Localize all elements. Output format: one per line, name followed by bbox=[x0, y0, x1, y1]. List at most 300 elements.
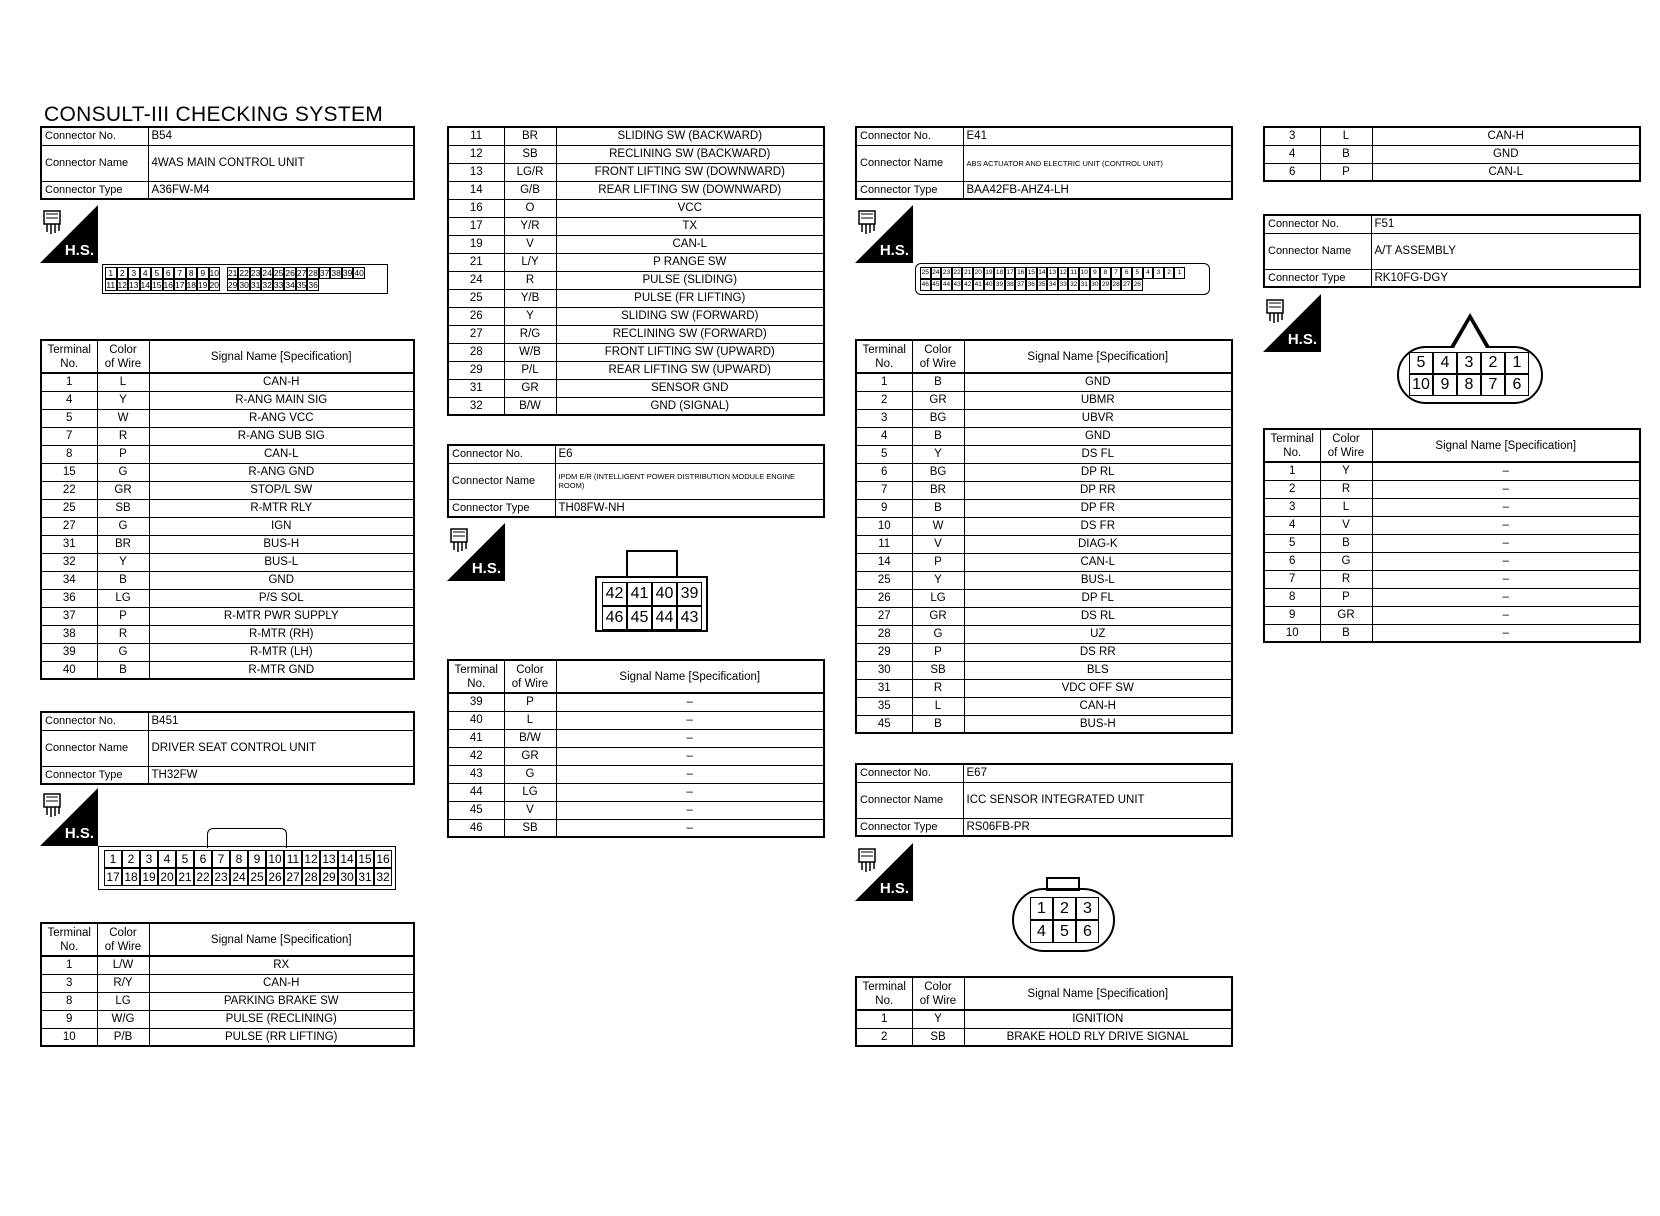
table-row bbox=[856, 499, 1232, 517]
terminal-no-cell: 7 bbox=[1264, 570, 1320, 588]
connector-pin: 9 bbox=[248, 850, 266, 868]
terminal-no-cell: 11 bbox=[448, 127, 504, 145]
terminal-no-cell: 31 bbox=[448, 379, 504, 397]
table-row bbox=[448, 747, 824, 765]
connector-no-value: E41 bbox=[963, 127, 1232, 145]
table-row bbox=[448, 397, 824, 415]
connector-pin: 36 bbox=[1026, 279, 1037, 291]
connector-pin: 25 bbox=[248, 868, 266, 886]
signal-name-cell: GND bbox=[964, 373, 1232, 391]
signal-name-cell: BRAKE HOLD RLY DRIVE SIGNAL bbox=[964, 1028, 1232, 1046]
connector-pin: 44 bbox=[941, 279, 952, 291]
connector-pin: 21 bbox=[227, 268, 238, 278]
connector-no-label: Connector No. bbox=[1264, 215, 1371, 233]
table-row bbox=[448, 271, 824, 289]
connector-pin: 36 bbox=[308, 280, 318, 290]
hs-label: H.S. bbox=[879, 880, 909, 897]
connector-pin: 9 bbox=[1090, 267, 1101, 279]
connector-name-label: Connector Name bbox=[856, 145, 963, 181]
connector-pin: 4 bbox=[1433, 352, 1457, 374]
wire-color-cell: LG bbox=[912, 589, 964, 607]
signal-table bbox=[447, 659, 825, 838]
wire-color-cell: L bbox=[1320, 127, 1372, 145]
signal-table bbox=[855, 976, 1233, 1047]
signal-name-cell: PARKING BRAKE SW bbox=[149, 992, 414, 1010]
connector-pin: 43 bbox=[952, 279, 963, 291]
signal-name-cell: DP RL bbox=[964, 463, 1232, 481]
connector-key bbox=[207, 828, 287, 848]
color-of-wire-header: Color of Wire bbox=[912, 340, 964, 373]
connector-pin: 35 bbox=[296, 280, 307, 290]
terminal-no-cell: 35 bbox=[856, 697, 912, 715]
table-row bbox=[41, 1028, 414, 1046]
color-of-wire-header: Color of Wire bbox=[504, 660, 556, 693]
connector-pin: 26 bbox=[285, 268, 295, 278]
connector-pin: 33 bbox=[273, 280, 284, 290]
connector-outline bbox=[102, 264, 388, 294]
table-row bbox=[41, 661, 414, 679]
wire-color-cell: P/L bbox=[504, 361, 556, 379]
terminal-no-cell: 6 bbox=[856, 463, 912, 481]
connector-pin: 43 bbox=[677, 606, 702, 630]
connector-no-label: Connector No. bbox=[856, 127, 963, 145]
table-row bbox=[856, 643, 1232, 661]
table-row bbox=[1264, 516, 1640, 534]
table-row bbox=[856, 391, 1232, 409]
table-row bbox=[856, 445, 1232, 463]
wire-color-cell: GR bbox=[912, 391, 964, 409]
connector-pin: 44 bbox=[652, 606, 677, 630]
connector-name-label: Connector Name bbox=[856, 782, 963, 818]
connector-pin: 3 bbox=[1076, 897, 1099, 920]
connector-no-value: B451 bbox=[148, 712, 414, 730]
wire-color-cell: P bbox=[912, 643, 964, 661]
terminal-no-cell: 14 bbox=[856, 553, 912, 571]
terminal-no-cell: 27 bbox=[448, 325, 504, 343]
terminal-no-cell: 31 bbox=[41, 535, 97, 553]
signal-name-cell: – bbox=[556, 747, 824, 765]
connector-pin: 2 bbox=[1053, 897, 1076, 920]
terminal-no-cell: 25 bbox=[41, 499, 97, 517]
terminal-no-cell: 38 bbox=[41, 625, 97, 643]
connector-pin: 26 bbox=[266, 868, 284, 886]
wire-color-cell: SB bbox=[912, 661, 964, 679]
terminal-no-cell: 37 bbox=[41, 607, 97, 625]
connector-pin: 30 bbox=[338, 868, 356, 886]
terminal-no-cell: 16 bbox=[448, 199, 504, 217]
terminal-no-cell: 5 bbox=[856, 445, 912, 463]
connector-pin: 1 bbox=[104, 850, 122, 868]
connector-pin: 34 bbox=[1047, 279, 1058, 291]
terminal-no-cell: 8 bbox=[41, 992, 97, 1010]
table-row bbox=[448, 235, 824, 253]
connector-pin: 12 bbox=[1058, 267, 1069, 279]
connector-pin: 1 bbox=[1030, 897, 1053, 920]
terminal-no-cell: 36 bbox=[41, 589, 97, 607]
signal-name-cell: CAN-L bbox=[556, 235, 824, 253]
wire-color-cell: P/B bbox=[97, 1028, 149, 1046]
wire-color-cell: B bbox=[912, 427, 964, 445]
connector-no-label: Connector No. bbox=[448, 445, 555, 463]
connector-info-table bbox=[40, 126, 415, 200]
table-row bbox=[41, 499, 414, 517]
connector-pin: 39 bbox=[342, 268, 353, 278]
connector-pin: 27 bbox=[296, 268, 307, 278]
connector-pin: 9 bbox=[1433, 374, 1457, 396]
signal-name-cell: – bbox=[1372, 552, 1640, 570]
terminal-no-cell: 4 bbox=[856, 427, 912, 445]
terminal-no-cell: 30 bbox=[856, 661, 912, 679]
signal-name-cell: – bbox=[556, 765, 824, 783]
terminal-no-cell: 29 bbox=[856, 643, 912, 661]
signal-name-cell: BUS-L bbox=[964, 571, 1232, 589]
connector-name-value: ABS ACTUATOR AND ELECTRIC UNIT (CONTROL UNIT) bbox=[963, 145, 1232, 181]
table-row bbox=[1264, 127, 1640, 145]
hs-label: H.S. bbox=[879, 242, 909, 259]
table-row bbox=[856, 1010, 1232, 1028]
table-row bbox=[1264, 480, 1640, 498]
connector-key-inner bbox=[1454, 320, 1486, 348]
wire-color-cell: O bbox=[504, 199, 556, 217]
connector-name-value: ICC SENSOR INTEGRATED UNIT bbox=[963, 782, 1232, 818]
connector-pin: 16 bbox=[163, 280, 173, 290]
connector-type-value: TH32FW bbox=[148, 766, 414, 784]
table-row bbox=[41, 1010, 414, 1028]
wire-color-cell: R bbox=[504, 271, 556, 289]
connector-pin: 33 bbox=[1058, 279, 1069, 291]
connector-pin: 32 bbox=[262, 280, 272, 290]
signal-name-cell: BUS-H bbox=[149, 535, 414, 553]
table-row bbox=[41, 553, 414, 571]
table-row bbox=[41, 535, 414, 553]
wire-color-cell: R bbox=[97, 625, 149, 643]
connector-pin: 15 bbox=[152, 280, 162, 290]
wire-color-cell: SB bbox=[504, 819, 556, 837]
table-row bbox=[448, 217, 824, 235]
connector-pin: 3 bbox=[128, 267, 140, 279]
signal-name-cell: – bbox=[556, 783, 824, 801]
wire-color-cell: LG bbox=[97, 992, 149, 1010]
connector-pin: 6 bbox=[1505, 374, 1529, 396]
signal-name-cell: REAR LIFTING SW (UPWARD) bbox=[556, 361, 824, 379]
connector-name-value: 4WAS MAIN CONTROL UNIT bbox=[148, 145, 414, 181]
connector-pin: 17 bbox=[175, 280, 185, 290]
connector-pin: 10 bbox=[266, 850, 284, 868]
wire-color-cell: Y/R bbox=[504, 217, 556, 235]
connector-pin: 17 bbox=[104, 868, 122, 886]
terminal-no-cell: 10 bbox=[856, 517, 912, 535]
connector-type-value: A36FW-M4 bbox=[148, 181, 414, 199]
signal-name-cell: DS FR bbox=[964, 517, 1232, 535]
table-row bbox=[448, 343, 824, 361]
signal-name-cell: R-MTR PWR SUPPLY bbox=[149, 607, 414, 625]
signal-name-cell: STOP/L SW bbox=[149, 481, 414, 499]
wire-color-cell: P bbox=[912, 553, 964, 571]
terminal-no-cell: 39 bbox=[41, 643, 97, 661]
hs-label: H.S. bbox=[471, 560, 501, 577]
terminal-no-cell: 13 bbox=[448, 163, 504, 181]
connector-pin: 5 bbox=[1409, 352, 1433, 374]
signal-name-cell: CAN-H bbox=[149, 974, 414, 992]
table-row bbox=[448, 199, 824, 217]
table-row bbox=[41, 992, 414, 1010]
connector-pin: 18 bbox=[122, 868, 140, 886]
terminal-no-cell: 32 bbox=[41, 553, 97, 571]
connector-pin: 11 bbox=[106, 280, 116, 290]
connector-pin: 31 bbox=[250, 280, 261, 290]
table-row bbox=[1264, 145, 1640, 163]
connector-pin: 3 bbox=[1153, 267, 1164, 279]
connector-pin: 1 bbox=[1174, 267, 1185, 279]
connector-pin: 22 bbox=[194, 868, 212, 886]
table-row bbox=[41, 373, 414, 391]
terminal-no-cell: 39 bbox=[448, 693, 504, 711]
connector-type-value: TH08FW-NH bbox=[555, 499, 824, 517]
table-row bbox=[41, 481, 414, 499]
terminal-no-cell: 9 bbox=[1264, 606, 1320, 624]
connector-pin: 12 bbox=[302, 850, 320, 868]
terminal-no-header: Terminal No. bbox=[1264, 429, 1320, 462]
terminal-no-cell: 9 bbox=[41, 1010, 97, 1028]
signal-name-cell: PULSE (SLIDING) bbox=[556, 271, 824, 289]
terminal-no-cell: 34 bbox=[41, 571, 97, 589]
table-row bbox=[448, 819, 824, 837]
connector-pin: 4 bbox=[158, 850, 176, 868]
table-row bbox=[1264, 163, 1640, 181]
connector-pin: 41 bbox=[973, 279, 984, 291]
signal-name-cell: – bbox=[1372, 606, 1640, 624]
wire-color-cell: BG bbox=[912, 463, 964, 481]
table-row bbox=[856, 553, 1232, 571]
signal-name-cell: – bbox=[1372, 588, 1640, 606]
terminal-no-cell: 27 bbox=[41, 517, 97, 535]
connector-pin: 27 bbox=[1121, 279, 1132, 291]
page-title: CONSULT-III CHECKING SYSTEM bbox=[44, 103, 384, 126]
signal-name-header: Signal Name [Specification] bbox=[149, 923, 414, 956]
signal-name-cell: – bbox=[556, 711, 824, 729]
terminal-no-cell: 27 bbox=[856, 607, 912, 625]
terminal-no-cell: 24 bbox=[448, 271, 504, 289]
signal-name-cell: – bbox=[1372, 480, 1640, 498]
table-row bbox=[856, 427, 1232, 445]
wire-color-cell: GR bbox=[504, 747, 556, 765]
signal-name-cell: R-MTR RLY bbox=[149, 499, 414, 517]
connector-pin: 3 bbox=[140, 850, 158, 868]
signal-name-cell: FRONT LIFTING SW (UPWARD) bbox=[556, 343, 824, 361]
connector-pin: 45 bbox=[627, 606, 652, 630]
connector-type-value: RK10FG-DGY bbox=[1371, 269, 1640, 287]
connector-pin: 2 bbox=[1481, 352, 1505, 374]
terminal-no-cell: 15 bbox=[41, 463, 97, 481]
signal-name-cell: – bbox=[1372, 570, 1640, 588]
signal-name-cell: REAR LIFTING SW (DOWNWARD) bbox=[556, 181, 824, 199]
connector-type-label: Connector Type bbox=[448, 499, 555, 517]
connector-pin: 29 bbox=[227, 280, 238, 290]
connector-pin: 31 bbox=[1079, 279, 1090, 291]
wire-color-cell: Y bbox=[97, 391, 149, 409]
terminal-no-cell: 3 bbox=[41, 974, 97, 992]
connector-key bbox=[626, 550, 678, 576]
terminal-no-cell: 9 bbox=[856, 499, 912, 517]
signal-name-cell: DP RR bbox=[964, 481, 1232, 499]
table-row bbox=[41, 607, 414, 625]
connector-pin: 31 bbox=[356, 868, 374, 886]
table-row bbox=[856, 409, 1232, 427]
wire-color-cell: SB bbox=[97, 499, 149, 517]
wire-color-cell: W/G bbox=[97, 1010, 149, 1028]
connector-type-label: Connector Type bbox=[856, 181, 963, 199]
signal-name-header: Signal Name [Specification] bbox=[556, 660, 824, 693]
signal-name-cell: VCC bbox=[556, 199, 824, 217]
wire-color-cell: P bbox=[1320, 163, 1372, 181]
signal-name-cell: FRONT LIFTING SW (DOWNWARD) bbox=[556, 163, 824, 181]
connector-pin: 45 bbox=[931, 279, 942, 291]
connector-pin: 41 bbox=[627, 582, 652, 606]
table-row bbox=[448, 307, 824, 325]
wire-color-cell: L bbox=[1320, 498, 1372, 516]
signal-name-header: Signal Name [Specification] bbox=[149, 340, 414, 373]
wire-color-cell: R bbox=[1320, 480, 1372, 498]
hs-label: H.S. bbox=[1287, 331, 1317, 348]
connector-pin: 23 bbox=[212, 868, 230, 886]
signal-table bbox=[40, 339, 415, 680]
connector-pin: 21 bbox=[176, 868, 194, 886]
connector-pin: 22 bbox=[952, 267, 963, 279]
terminal-no-cell: 8 bbox=[1264, 588, 1320, 606]
connector-pin: 15 bbox=[1026, 267, 1037, 279]
connector-type-label: Connector Type bbox=[41, 181, 148, 199]
wire-color-cell: R bbox=[912, 679, 964, 697]
signal-name-cell: GND bbox=[1372, 145, 1640, 163]
table-row bbox=[856, 571, 1232, 589]
signal-name-cell: DIAG-K bbox=[964, 535, 1232, 553]
wire-color-cell: LG/R bbox=[504, 163, 556, 181]
terminal-no-cell: 22 bbox=[41, 481, 97, 499]
signal-name-cell: CAN-H bbox=[1372, 127, 1640, 145]
connector-pin: 20 bbox=[973, 267, 984, 279]
connector-pin: 4 bbox=[1143, 267, 1154, 279]
terminal-no-cell: 40 bbox=[41, 661, 97, 679]
wire-color-cell: GR bbox=[912, 607, 964, 625]
wire-color-cell: R bbox=[97, 427, 149, 445]
table-row bbox=[448, 783, 824, 801]
table-row bbox=[856, 589, 1232, 607]
table-row bbox=[448, 765, 824, 783]
wire-color-cell: GR bbox=[97, 481, 149, 499]
connector-pin: 42 bbox=[962, 279, 973, 291]
wire-color-cell: B bbox=[912, 715, 964, 733]
terminal-no-cell: 10 bbox=[41, 1028, 97, 1046]
terminal-no-cell: 45 bbox=[856, 715, 912, 733]
connector-pin: 38 bbox=[331, 268, 341, 278]
connector-no-value: B54 bbox=[148, 127, 414, 145]
wire-color-cell: G bbox=[912, 625, 964, 643]
connector-pin: 30 bbox=[239, 280, 249, 290]
table-row bbox=[856, 481, 1232, 499]
terminal-no-cell: 2 bbox=[856, 1028, 912, 1046]
signal-name-header: Signal Name [Specification] bbox=[964, 977, 1232, 1010]
connector-type-label: Connector Type bbox=[41, 766, 148, 784]
table-row bbox=[41, 427, 414, 445]
signal-name-cell: – bbox=[556, 729, 824, 747]
connector-info-table bbox=[447, 444, 825, 518]
table-row bbox=[41, 589, 414, 607]
connector-no-label: Connector No. bbox=[41, 712, 148, 730]
connector-pin: 42 bbox=[602, 582, 627, 606]
terminal-no-cell: 7 bbox=[856, 481, 912, 499]
connector-pin: 37 bbox=[319, 268, 330, 278]
table-row bbox=[448, 289, 824, 307]
harness-side-icon bbox=[447, 523, 505, 581]
table-row bbox=[1264, 462, 1640, 480]
table-row bbox=[41, 445, 414, 463]
terminal-no-cell: 3 bbox=[1264, 498, 1320, 516]
table-row bbox=[41, 974, 414, 992]
terminal-no-cell: 17 bbox=[448, 217, 504, 235]
color-of-wire-header: Color of Wire bbox=[912, 977, 964, 1010]
connector-pin: 13 bbox=[129, 280, 139, 290]
connector-type-value: RS06FB-PR bbox=[963, 818, 1232, 836]
signal-name-cell: GND bbox=[149, 571, 414, 589]
connector-pin: 22 bbox=[239, 268, 249, 278]
wire-color-cell: B bbox=[1320, 145, 1372, 163]
table-row bbox=[448, 325, 824, 343]
signal-name-cell: IGN bbox=[149, 517, 414, 535]
table-row bbox=[41, 643, 414, 661]
connector-pin: 3 bbox=[1457, 352, 1481, 374]
terminal-no-cell: 42 bbox=[448, 747, 504, 765]
terminal-no-cell: 29 bbox=[448, 361, 504, 379]
connector-no-label: Connector No. bbox=[856, 764, 963, 782]
signal-name-cell: R-ANG SUB SIG bbox=[149, 427, 414, 445]
signal-table bbox=[447, 126, 825, 416]
connector-name-label: Connector Name bbox=[1264, 233, 1371, 269]
table-row bbox=[41, 409, 414, 427]
table-row bbox=[448, 693, 824, 711]
connector-info-table bbox=[855, 126, 1233, 200]
connector-pin: 29 bbox=[1100, 279, 1111, 291]
wire-color-cell: Y bbox=[912, 445, 964, 463]
terminal-no-header: Terminal No. bbox=[41, 340, 97, 373]
connector-pin: 7 bbox=[174, 267, 186, 279]
terminal-no-cell: 26 bbox=[856, 589, 912, 607]
connector-pin: 20 bbox=[209, 280, 219, 290]
wire-color-cell: W bbox=[912, 517, 964, 535]
terminal-no-cell: 4 bbox=[1264, 145, 1320, 163]
connector-pin: 5 bbox=[151, 267, 163, 279]
connector-pin: 14 bbox=[140, 280, 150, 290]
signal-name-cell: GND (SIGNAL) bbox=[556, 397, 824, 415]
signal-name-cell: R-MTR (LH) bbox=[149, 643, 414, 661]
connector-pin: 9 bbox=[197, 267, 209, 279]
table-row bbox=[448, 361, 824, 379]
wire-color-cell: LG bbox=[504, 783, 556, 801]
wire-color-cell: L bbox=[504, 711, 556, 729]
signal-name-cell: – bbox=[1372, 624, 1640, 642]
signal-name-cell: R-ANG VCC bbox=[149, 409, 414, 427]
wire-color-cell: BR bbox=[504, 127, 556, 145]
connector-pin: 7 bbox=[1481, 374, 1505, 396]
wire-color-cell: Y bbox=[97, 553, 149, 571]
connector-pin: 6 bbox=[194, 850, 212, 868]
table-row bbox=[1264, 624, 1640, 642]
wire-color-cell: B bbox=[97, 571, 149, 589]
wire-color-cell: W/B bbox=[504, 343, 556, 361]
terminal-no-cell: 28 bbox=[448, 343, 504, 361]
signal-name-cell: – bbox=[1372, 516, 1640, 534]
connector-type-label: Connector Type bbox=[1264, 269, 1371, 287]
connector-pin: 2 bbox=[117, 267, 129, 279]
